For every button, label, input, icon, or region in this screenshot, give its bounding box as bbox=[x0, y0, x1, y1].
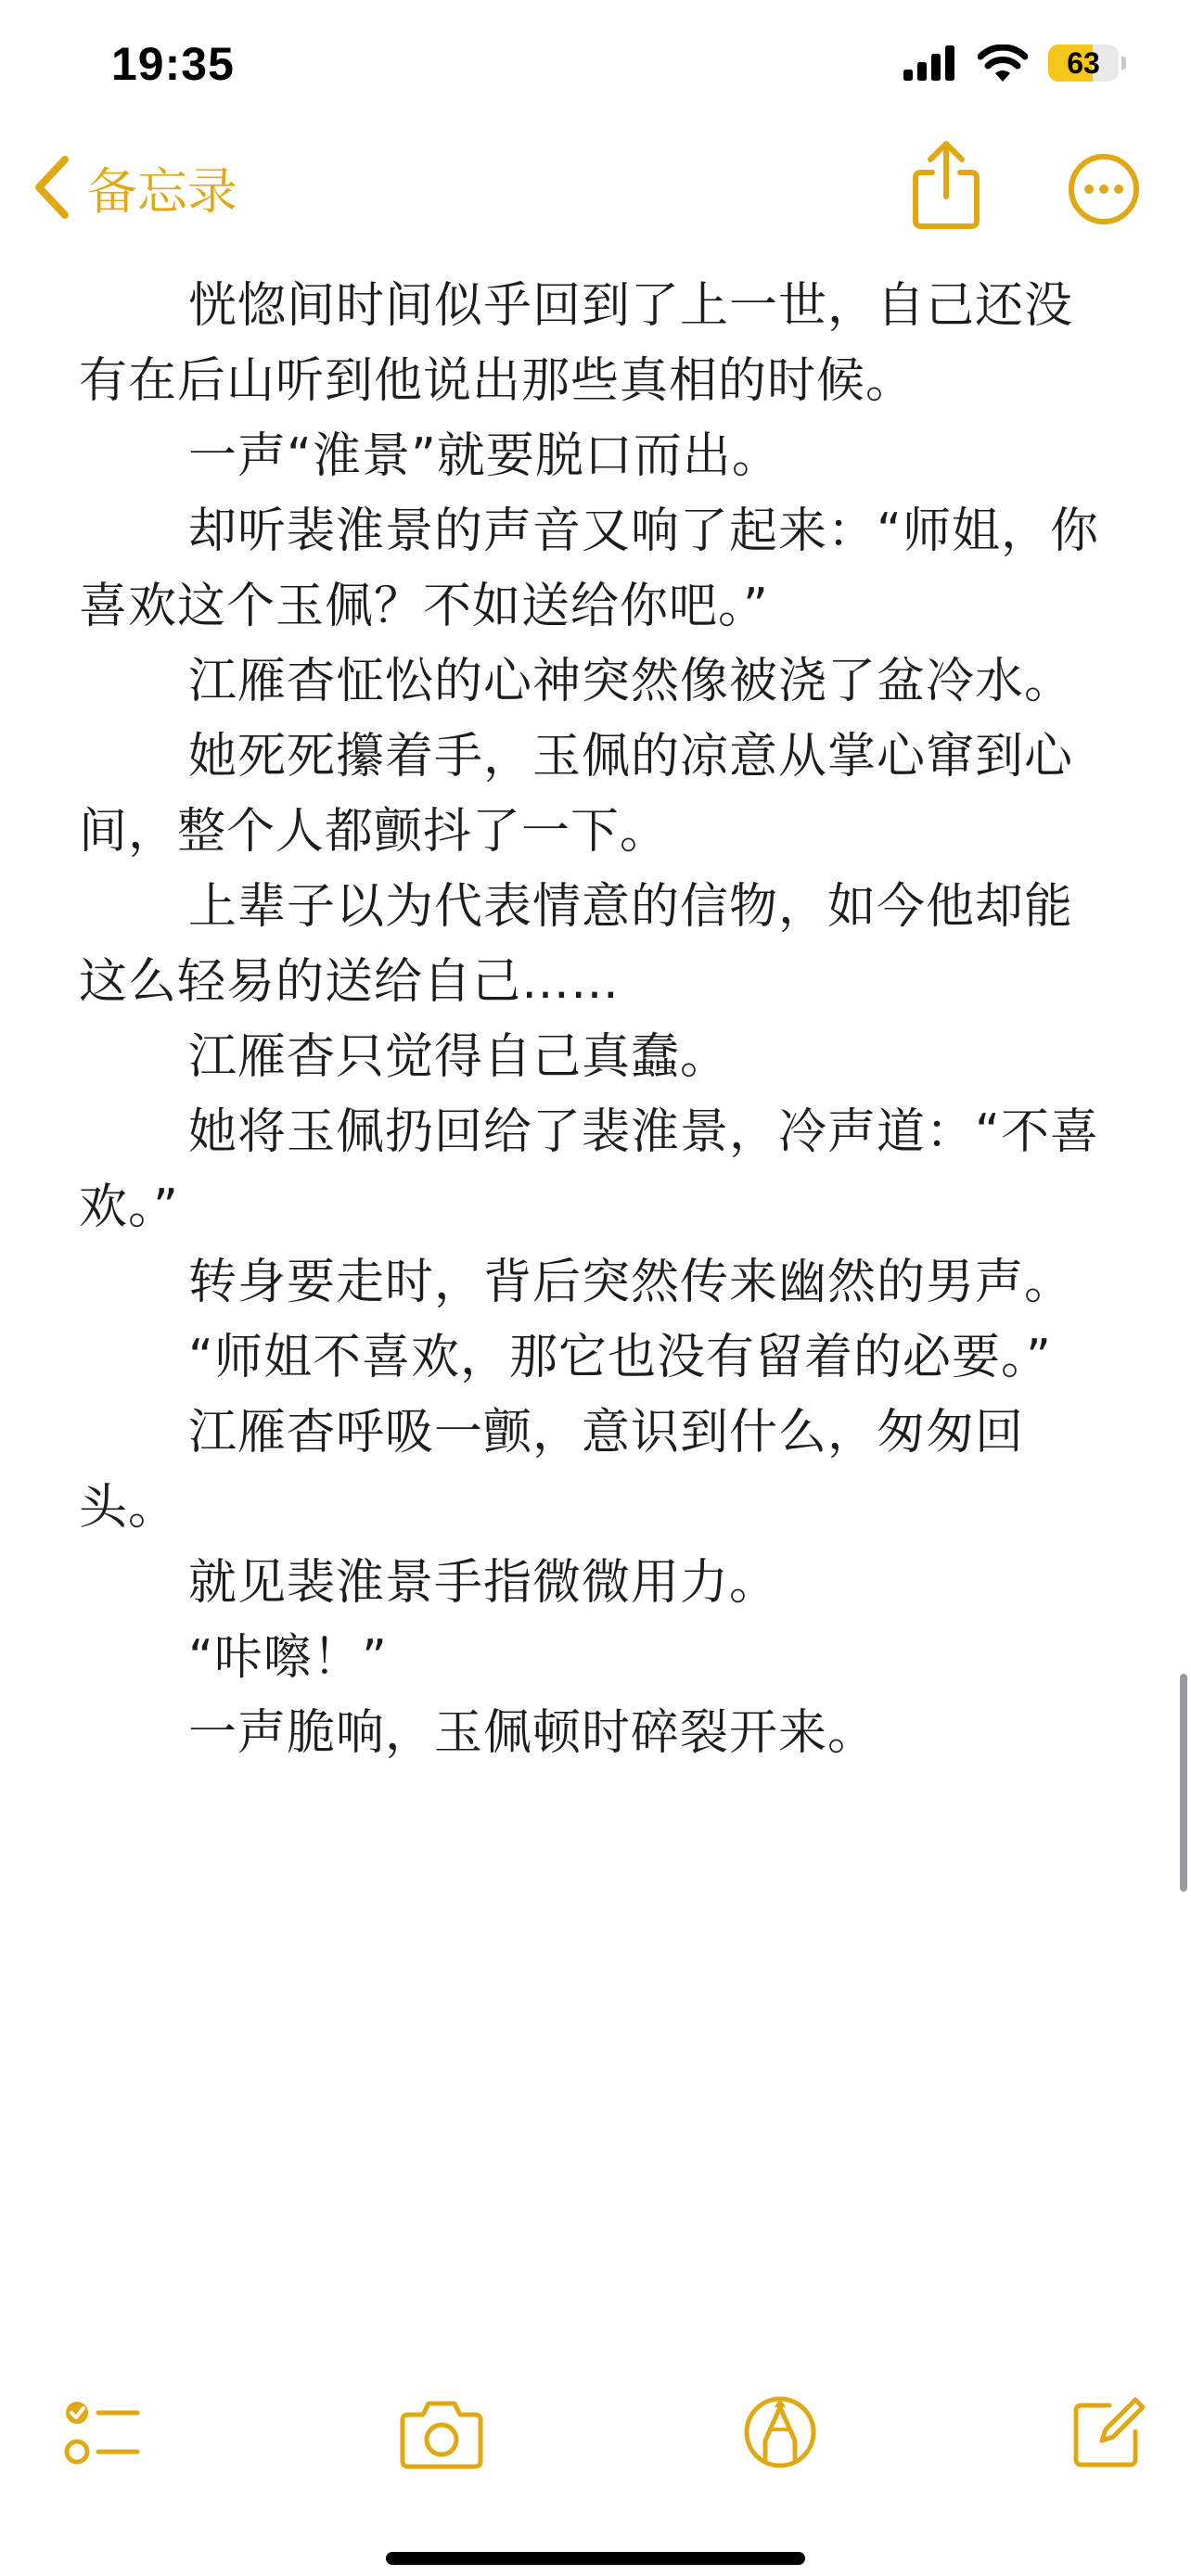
markup-button[interactable] bbox=[740, 2392, 820, 2476]
note-paragraph: 就见裴淮景手指微微用力。 bbox=[188, 1555, 779, 1611]
note-paragraph: 江雁杳怔忪的心神突然像被浇了盆冷水。 bbox=[188, 654, 1074, 709]
note-paragraph: 江雁杳只觉得自己真蠢。 bbox=[188, 1029, 730, 1085]
note-paragraph: “咔嚓！” bbox=[188, 1630, 388, 1686]
back-label: 备忘录 bbox=[87, 161, 237, 221]
more-icon bbox=[1067, 152, 1141, 226]
note-body[interactable] bbox=[79, 269, 1118, 1771]
compose-button[interactable] bbox=[1069, 2392, 1148, 2476]
back-button[interactable] bbox=[33, 150, 237, 224]
status-icons bbox=[903, 45, 1126, 82]
note-paragraph: 转身要走时，背后突然传来幽然的男声。 bbox=[188, 1255, 1074, 1310]
scroll-indicator[interactable] bbox=[1180, 1674, 1187, 1892]
note-paragraph: 上辈子以为代表情意的信物，如今他却能这么轻易的送给自己…… bbox=[79, 879, 1074, 1010]
wifi-icon bbox=[978, 45, 1028, 82]
note-paragraph: 江雁杳呼吸一颤，意识到什么，匆匆回头。 bbox=[79, 1405, 1025, 1536]
battery-level: 63 bbox=[1067, 46, 1100, 80]
note-paragraph: 她将玉佩扔回给了裴淮景，冷声道：“不喜欢。” bbox=[79, 1104, 1099, 1235]
status-time: 19:35 bbox=[111, 38, 235, 90]
checklist-button[interactable] bbox=[63, 2392, 143, 2476]
more-button[interactable] bbox=[1067, 152, 1141, 226]
camera-button[interactable] bbox=[399, 2392, 484, 2476]
home-indicator[interactable] bbox=[386, 2552, 805, 2565]
compose-icon bbox=[1069, 2392, 1148, 2472]
share-button[interactable] bbox=[904, 139, 988, 232]
camera-icon bbox=[399, 2392, 484, 2472]
note-paragraph: 一声脆响，玉佩顿时碎裂开来。 bbox=[188, 1705, 877, 1761]
note-paragraph: 她死死攥着手，玉佩的凉意从掌心窜到心间，整个人都颤抖了一下。 bbox=[79, 729, 1074, 860]
chevron-left-icon bbox=[33, 156, 70, 219]
note-paragraph: 恍惚间时间似乎回到了上一世，自己还没有在后山听到他说出那些真相的时候。 bbox=[79, 278, 1074, 409]
checklist-icon bbox=[63, 2392, 143, 2472]
status-bar bbox=[0, 0, 1191, 130]
navigation-bar bbox=[0, 130, 1191, 250]
note-paragraph: 却听裴淮景的声音又响了起来：“师姐，你喜欢这个玉佩？不如送给你吧。” bbox=[79, 504, 1099, 634]
note-paragraph: 一声“淮景”就要脱口而出。 bbox=[188, 428, 781, 484]
note-paragraph: “师姐不喜欢，那它也没有留着的必要。” bbox=[188, 1330, 1052, 1385]
bottom-toolbar bbox=[0, 2383, 1191, 2494]
cellular-signal-icon bbox=[903, 45, 957, 81]
share-icon bbox=[904, 139, 988, 232]
battery-icon bbox=[1048, 45, 1126, 82]
markup-icon bbox=[740, 2392, 820, 2472]
